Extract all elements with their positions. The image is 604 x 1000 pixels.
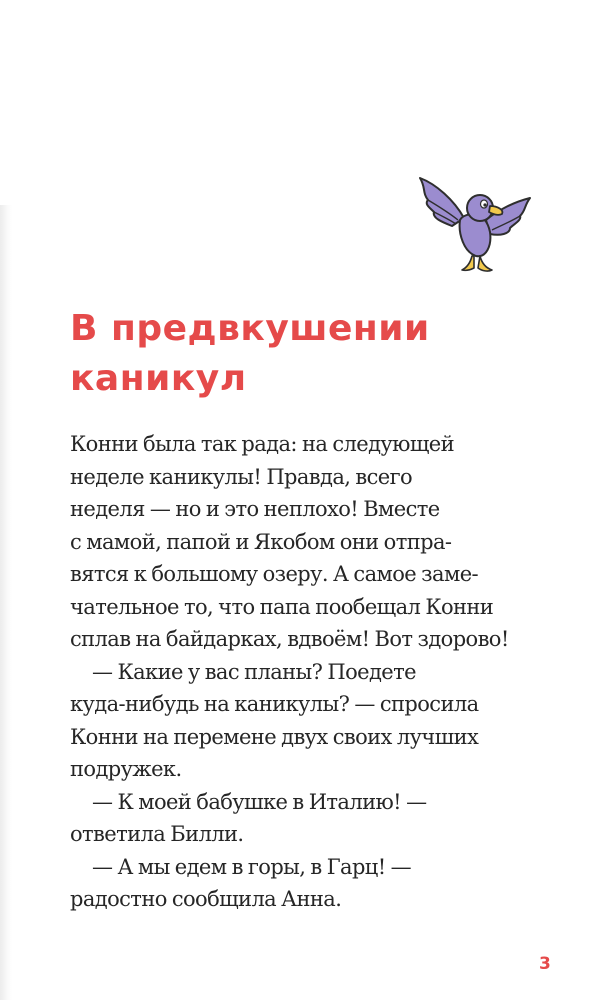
body-text xyxy=(70,428,540,916)
body-line: подружек. xyxy=(70,757,182,781)
body-line: Конни была так рада: на следующей xyxy=(70,432,454,456)
bird-beak xyxy=(489,206,502,215)
chapter-title xyxy=(70,304,430,404)
body-line: куда-нибудь на каникулы? — спросила xyxy=(70,692,479,716)
body-line: — К моей бабушке в Италию! — xyxy=(92,789,427,814)
body-line: ответила Билли. xyxy=(70,822,244,846)
body-line: неделе каникулы! Правда, всего xyxy=(70,464,413,489)
body-line: радостно сообщила Анна. xyxy=(70,887,342,911)
page-number: 3 xyxy=(539,954,551,974)
page-edge-shadow xyxy=(0,205,12,1000)
body-line: — А мы едем в горы, в Гарц! — xyxy=(92,854,412,879)
bird-feet xyxy=(462,256,492,271)
body-line: чательное то, что папа пообещал Конни xyxy=(70,594,494,619)
body-line: с мамой, папой и Якобом они отпра- xyxy=(70,529,452,554)
body-line: вятся к большому озеру. А самое заме- xyxy=(70,562,479,586)
chapter-title-line: В предвкушении xyxy=(70,308,430,349)
chapter-title-line: каникул xyxy=(70,358,247,399)
body-line: неделя — но и это неплохо! Вместе xyxy=(70,497,440,521)
body-line: Конни на перемене двух своих лучших xyxy=(70,724,479,749)
body-line: сплав на байдарках, вдвоём! Вот здорово! xyxy=(70,627,509,651)
body-line: — Какие у вас планы? Поедете xyxy=(92,659,416,684)
purple-bird-icon xyxy=(414,170,534,276)
